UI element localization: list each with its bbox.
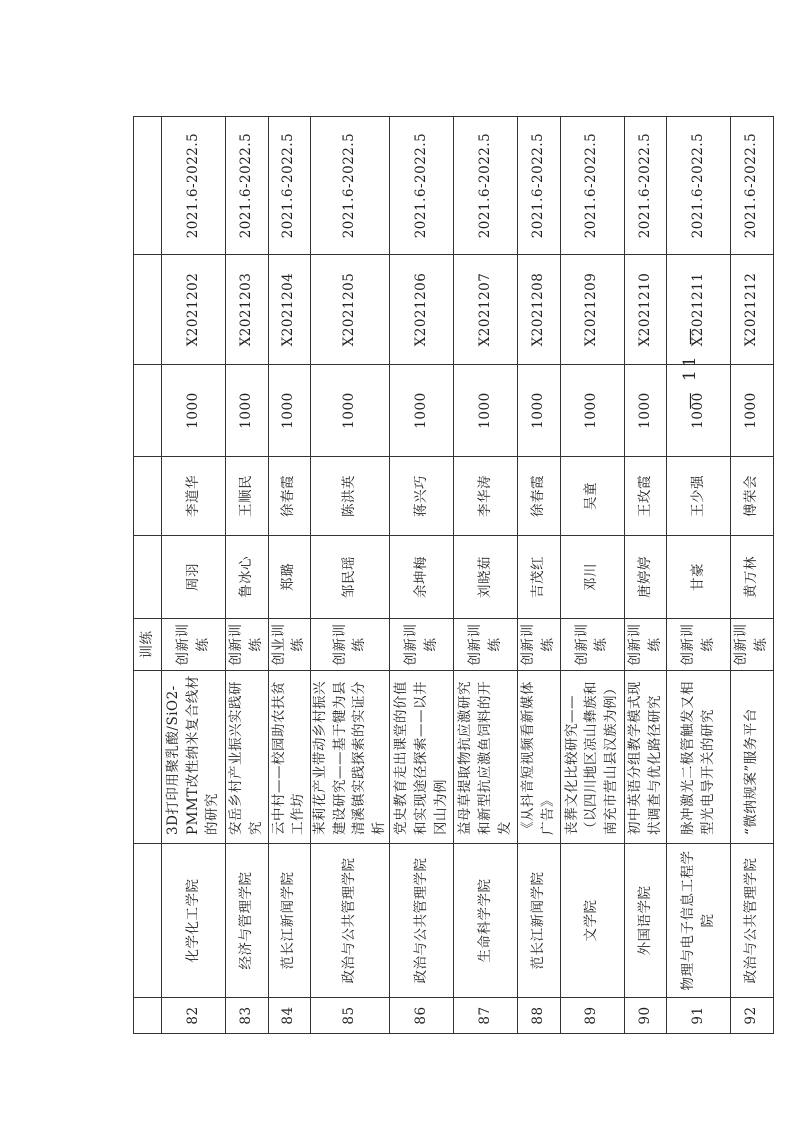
- table-row: [518, 117, 561, 1034]
- project-table: [133, 116, 774, 1034]
- project-title-cell: 安岳乡村产业振兴实践研究: [226, 671, 269, 844]
- funds-cell: 1000: [454, 365, 518, 457]
- advisor-cell: 王顺民: [226, 457, 269, 536]
- project-title-cell: 茉莉花产业带动乡村振兴建设研究——基于犍为县清溪镇实践探索的实证分析: [311, 671, 390, 844]
- period-cell: 2021.6-2022.5: [518, 117, 561, 255]
- funds-cell: 1000: [226, 365, 269, 457]
- leader-cell: 邹民瑶: [311, 536, 390, 619]
- funds-cell: 1000: [731, 365, 774, 457]
- table-row: [560, 117, 624, 1034]
- project-type-cell: 创业训练: [268, 619, 311, 671]
- row-number-cell: 90: [624, 998, 667, 1034]
- project-type-cell: 创新训练: [624, 619, 667, 671]
- funds-cell: 1000: [268, 365, 311, 457]
- table-row: [226, 117, 269, 1034]
- funds-cell: 1000: [162, 365, 226, 457]
- college-cell: 范长江新闻学院: [268, 844, 311, 998]
- funds-cell: 1000: [667, 365, 731, 457]
- period-cell: 2021.6-2022.5: [731, 117, 774, 255]
- advisor-cell: [134, 457, 162, 536]
- funds-cell: 1000: [518, 365, 561, 457]
- table-row: [311, 117, 390, 1034]
- project-type-cell: 创新训练: [518, 619, 561, 671]
- leader-cell: 鲁冰心: [226, 536, 269, 619]
- project-title-cell: “微纳规案”服务平台: [731, 671, 774, 844]
- project-code-cell: X2021204: [268, 255, 311, 365]
- advisor-cell: 李道华: [162, 457, 226, 536]
- row-number-cell: 89: [560, 998, 624, 1034]
- leader-cell: 刘晓茹: [454, 536, 518, 619]
- advisor-cell: 傅荣会: [731, 457, 774, 536]
- table-row: [390, 117, 454, 1034]
- project-title-cell: 脉冲激光二极管触发又相型光电导开关的研究: [667, 671, 731, 844]
- project-type-cell: 创新训练: [731, 619, 774, 671]
- college-cell: 政治与公共管理学院: [311, 844, 390, 998]
- project-type-cell: 创新训练: [454, 619, 518, 671]
- table-body: [134, 117, 774, 1034]
- project-code-cell: X2021211: [667, 255, 731, 365]
- advisor-cell: 王玫霞: [624, 457, 667, 536]
- project-type-cell: 创新训练: [226, 619, 269, 671]
- row-number-cell: 92: [731, 998, 774, 1034]
- college-cell: 外国语学院: [624, 844, 667, 998]
- college-cell: [134, 844, 162, 998]
- row-number-cell: [134, 998, 162, 1034]
- period-cell: [134, 117, 162, 255]
- college-cell: 化学化工学院: [162, 844, 226, 998]
- college-cell: 经济与管理学院: [226, 844, 269, 998]
- page-footer: [680, 0, 700, 1122]
- advisor-cell: 蒋兴巧: [390, 457, 454, 536]
- row-number-cell: 84: [268, 998, 311, 1034]
- funds-cell: 1000: [560, 365, 624, 457]
- row-number-cell: 86: [390, 998, 454, 1034]
- table-row: [162, 117, 226, 1034]
- project-code-cell: X2021202: [162, 255, 226, 365]
- leader-cell: 黄万林: [731, 536, 774, 619]
- period-cell: 2021.6-2022.5: [311, 117, 390, 255]
- period-cell: 2021.6-2022.5: [226, 117, 269, 255]
- project-type-cell: 创新训练: [667, 619, 731, 671]
- college-cell: 政治与公共管理学院: [731, 844, 774, 998]
- row-number-cell: 85: [311, 998, 390, 1034]
- row-number-cell: 83: [226, 998, 269, 1034]
- project-code-cell: X2021205: [311, 255, 390, 365]
- table-row: [731, 117, 774, 1034]
- advisor-cell: 吴童: [560, 457, 624, 536]
- project-code-cell: X2021206: [390, 255, 454, 365]
- project-title-cell: 党史教育走出课堂的价值和实现途径探索——以井冈山为例: [390, 671, 454, 844]
- advisor-cell: 李华涛: [454, 457, 518, 536]
- college-cell: 文学院: [560, 844, 624, 998]
- funds-cell: 1000: [624, 365, 667, 457]
- row-number-cell: 91: [667, 998, 731, 1034]
- row-number-cell: 82: [162, 998, 226, 1034]
- advisor-cell: 陈洪英: [311, 457, 390, 536]
- period-cell: 2021.6-2022.5: [162, 117, 226, 255]
- project-code-cell: X2021212: [731, 255, 774, 365]
- project-type-cell: 训练: [134, 619, 162, 671]
- advisor-cell: 徐春霞: [268, 457, 311, 536]
- leader-cell: 吉茂红: [518, 536, 561, 619]
- project-type-cell: 创新训练: [390, 619, 454, 671]
- funds-cell: 1000: [311, 365, 390, 457]
- funds-cell: 1000: [390, 365, 454, 457]
- funds-cell: [134, 365, 162, 457]
- period-cell: 2021.6-2022.5: [268, 117, 311, 255]
- project-title-cell: [134, 671, 162, 844]
- period-cell: 2021.6-2022.5: [454, 117, 518, 255]
- leader-cell: 邓川: [560, 536, 624, 619]
- project-title-cell: 初中英语分组教学模式现状调查与优化路径研究: [624, 671, 667, 844]
- leader-cell: 余坤梅: [390, 536, 454, 619]
- page-number: — 11 —: [680, 325, 700, 410]
- advisor-cell: 徐春霞: [518, 457, 561, 536]
- project-title-cell: 3D打印用聚乳酸/SiO2-PMMT改性纳米复合线材的研究: [162, 671, 226, 844]
- project-code-cell: X2021208: [518, 255, 561, 365]
- project-code-cell: X2021210: [624, 255, 667, 365]
- period-cell: 2021.6-2022.5: [624, 117, 667, 255]
- leader-cell: 郑璐: [268, 536, 311, 619]
- college-cell: 政治与公共管理学院: [390, 844, 454, 998]
- table-row-continued: [134, 117, 162, 1034]
- period-cell: 2021.6-2022.5: [560, 117, 624, 255]
- table-row: [624, 117, 667, 1034]
- table-row: [454, 117, 518, 1034]
- project-title-cell: 丧葬文化比较研究——（以四川地区凉山彝族和南充市营山县汉族为例）: [560, 671, 624, 844]
- project-code-cell: X2021207: [454, 255, 518, 365]
- college-cell: 物理与电子信息工程学院: [667, 844, 731, 998]
- college-cell: 生命科学学院: [454, 844, 518, 998]
- leader-cell: 甘豪: [667, 536, 731, 619]
- advisor-cell: 王少强: [667, 457, 731, 536]
- project-code-cell: X2021203: [226, 255, 269, 365]
- leader-cell: [134, 536, 162, 619]
- college-cell: 范长江新闻学院: [518, 844, 561, 998]
- leader-cell: 唐婷婷: [624, 536, 667, 619]
- project-title-cell: 益母草提取物抗应激研究和新型抗应激鱼饲料的开发: [454, 671, 518, 844]
- project-title-cell: 《从抖音短视频看新媒体广告》: [518, 671, 561, 844]
- period-cell: 2021.6-2022.5: [390, 117, 454, 255]
- project-code-cell: X2021209: [560, 255, 624, 365]
- table-row: [268, 117, 311, 1034]
- project-type-cell: 创新训练: [311, 619, 390, 671]
- leader-cell: 周羽: [162, 536, 226, 619]
- project-title-cell: 云中村——校园助农扶贫工作坊: [268, 671, 311, 844]
- project-type-cell: 创新训练: [162, 619, 226, 671]
- period-cell: 2021.6-2022.5: [667, 117, 731, 255]
- row-number-cell: 88: [518, 998, 561, 1034]
- project-type-cell: 创新训练: [560, 619, 624, 671]
- row-number-cell: 87: [454, 998, 518, 1034]
- project-code-cell: [134, 255, 162, 365]
